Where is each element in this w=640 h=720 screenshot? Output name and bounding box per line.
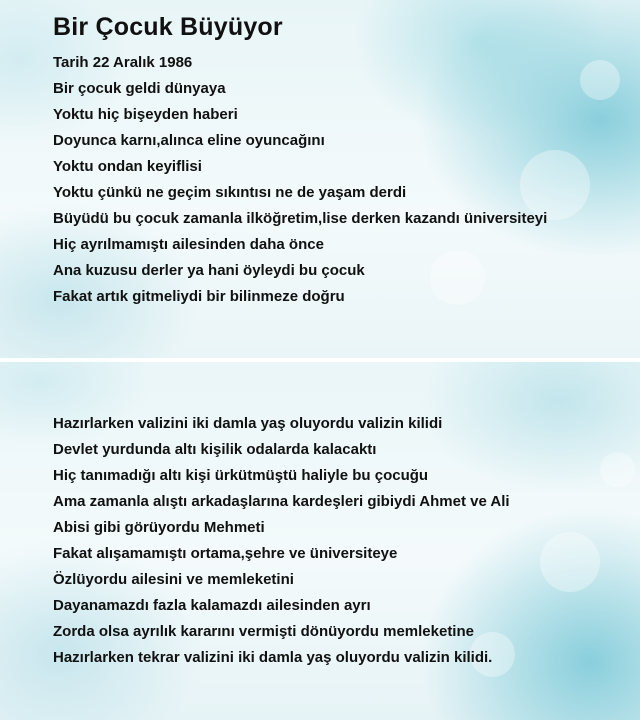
poem-line: Tarih 22 Aralık 1986 <box>53 54 193 71</box>
poem-line: Hiç ayrılmamıştı ailesinden daha önce <box>53 236 324 253</box>
poem-line: Büyüdü bu çocuk zamanla ilköğretim,lise derken kazandı üniversiteyi <box>53 210 548 227</box>
poem-panel-bottom <box>0 362 640 720</box>
poem-line: Yoktu çünkü ne geçim sıkıntısı ne de yaşam derdi <box>53 184 407 201</box>
poem-line: Fakat artık gitmeliydi bir bilinmeze doğru <box>53 288 345 305</box>
poem-line: Özlüyordu ailesini ve memleketini <box>53 571 294 588</box>
poem-line: Hazırlarken valizini iki damla yaş oluyordu valizin kilidi <box>53 415 443 432</box>
poem-line: Devlet yurdunda altı kişilik odalarda kalacaktı <box>53 441 377 458</box>
poem-line: Bir çocuk geldi dünyaya <box>53 80 226 97</box>
poem-line: Ama zamanla alıştı arkadaşlarına kardeşleri gibiydi Ahmet ve Ali <box>53 493 510 510</box>
poem-line: Hazırlarken tekrar valizini iki damla yaş oluyordu valizin kilidi. <box>53 649 493 666</box>
poem-line: Yoktu ondan keyiflisi <box>53 158 202 175</box>
poem-line: Fakat alışamamıştı ortama,şehre ve üniversiteye <box>53 545 398 562</box>
poem-title: Bir Çocuk Büyüyor <box>53 13 283 41</box>
poem-line: Hiç tanımadığı altı kişi ürkütmüştü haliyle bu çocuğu <box>53 467 429 484</box>
poem-line: Dayanamazdı fazla kalamazdı ailesinden ayrı <box>53 597 371 614</box>
poem-stanza-2 <box>53 411 630 671</box>
poem-line: Zorda olsa ayrılık kararını vermişti dönüyordu memleketine <box>53 623 474 640</box>
poem-line: Doyunca karnı,alınca eline oyuncağını <box>53 132 325 149</box>
poem-stanza-1 <box>53 12 630 310</box>
poem-panel-top <box>0 0 640 358</box>
poem-line: Yoktu hiç bişeyden haberi <box>53 106 238 123</box>
poem-line: Ana kuzusu derler ya hani öyleydi bu çocuk <box>53 262 365 279</box>
poem-line: Abisi gibi görüyordu Mehmeti <box>53 519 265 536</box>
